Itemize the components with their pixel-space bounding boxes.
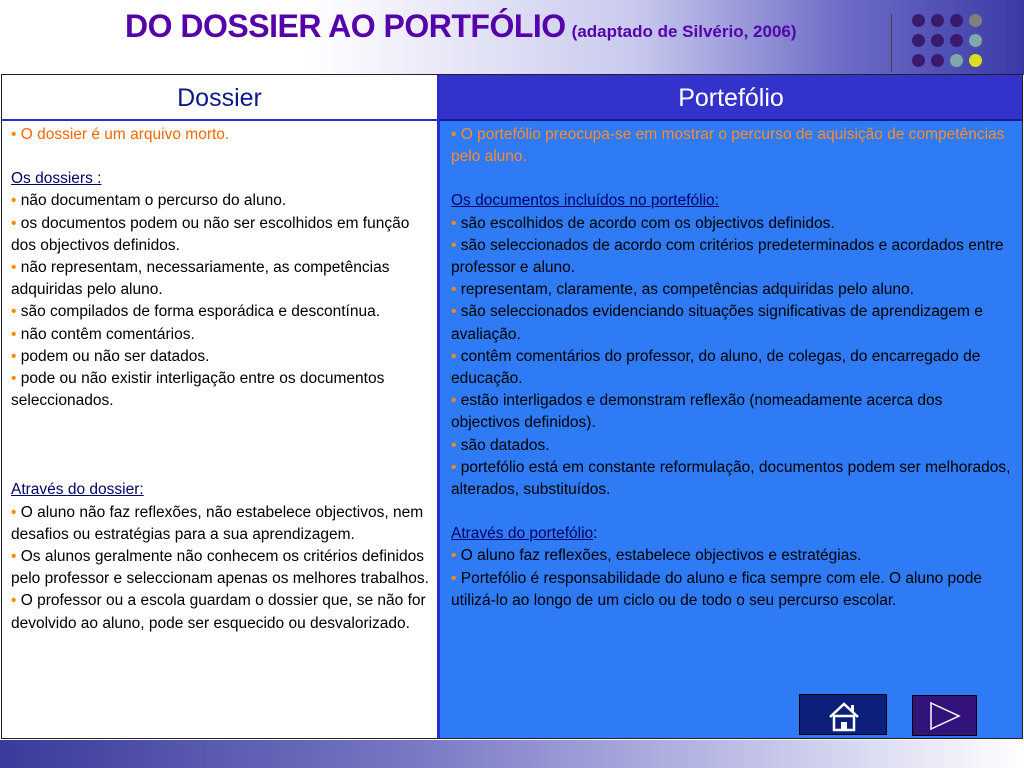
list-item (11, 590, 433, 634)
heading-colon: : (593, 525, 598, 543)
dot-icon (931, 14, 944, 27)
bullet-icon: • (11, 347, 21, 365)
title-subtitle: (adaptado de Silvério, 2006) (571, 22, 797, 41)
bullet-icon: • (451, 236, 461, 254)
dot-icon (969, 54, 982, 67)
list-item-text: os documentos podem ou não ser escolhidos em função dos objectivos definidos. (11, 214, 410, 254)
list-item (451, 301, 1013, 345)
list-item-text: Os alunos geralmente não conhecem os critérios definidos pelo professor e seleccionam apenas os melhores trabalhos. (11, 548, 429, 588)
play-next-icon (913, 696, 978, 737)
portfolio-intro (451, 124, 1013, 168)
list-item-text: O professor ou a escola guardam o dossier que, se não for devolvido ao aluno, pode ser esquecido ou desvalorizado. (11, 592, 426, 632)
portfolio-header: Portefólio (440, 75, 1022, 121)
title-main: DO DOSSIER AO PORTFÓLIO (125, 8, 566, 44)
list-item-text: não contêm comentários. (20, 325, 195, 343)
dot-icon (950, 14, 963, 27)
heading-text: Através do portefólio (451, 525, 594, 543)
bullet-icon: • (451, 126, 457, 143)
slide-title (125, 8, 797, 45)
section-heading (451, 523, 1013, 545)
footer-band (0, 740, 1024, 768)
decorative-dots (912, 14, 1008, 74)
dot-icon (931, 54, 944, 67)
bullet-icon: • (11, 592, 21, 610)
list-item-text: Portefólio é responsabilidade do aluno e fica sempre com ele. O aluno pode utilizá-lo ao longo de um ciclo ou de todo o seu percurso escolar. (451, 569, 983, 609)
dot-icon (950, 34, 963, 47)
list-item (451, 435, 1013, 457)
bullet-icon: • (11, 214, 21, 232)
list-item (11, 368, 433, 412)
bullet-icon: • (11, 370, 21, 388)
list-item (451, 213, 1013, 235)
bullet-icon: • (451, 547, 461, 565)
heading-text: Os documentos incluídos no portefólio: (451, 192, 719, 210)
list-item-text: são seleccionados evidenciando situações significativas de aprendizagem e avaliação. (451, 303, 983, 343)
dossier-intro (11, 124, 433, 146)
heading-text: Os dossiers : (11, 170, 102, 188)
list-item-text: estão interligados e demonstram reflexão (nomeadamente acerca dos objectivos definidos). (451, 392, 943, 432)
dot-icon (969, 14, 982, 27)
list-item-text: são seleccionados de acordo com critérios predeterminados e acordados entre professor e aluno. (451, 236, 1004, 277)
list-item-text: podem ou não ser datados. (20, 347, 210, 365)
list-item-text: são compilados de forma esporádica e descontínua. (20, 303, 381, 321)
header-divider (891, 14, 892, 72)
bullet-icon: • (451, 214, 461, 232)
list-item-text: não representam, necessariamente, as competências adquiridas pelo aluno. (11, 259, 390, 299)
list-item (451, 346, 1013, 390)
dossier-header: Dossier (2, 75, 437, 121)
home-icon (800, 695, 888, 736)
list-item (11, 502, 433, 546)
list-item (451, 279, 1013, 301)
bullet-icon: • (451, 569, 461, 587)
list-item (451, 545, 1013, 567)
bullet-icon: • (451, 436, 461, 454)
list-item-text: pode ou não existir interligação entre os documentos seleccionados. (11, 370, 385, 410)
bullet-icon: • (451, 303, 461, 321)
section-heading (451, 190, 1013, 212)
list-item (11, 301, 433, 323)
list-item-text: são escolhidos de acordo com os objectivos definidos. (460, 214, 835, 232)
list-item-text: O aluno não faz reflexões, não estabelece objectivos, nem desafios ou estratégias para a sua aprendizagem. (11, 503, 424, 543)
list-item-text: não documentam o percurso do aluno. (20, 192, 287, 210)
list-item (11, 213, 433, 257)
bullet-icon: • (451, 347, 461, 365)
next-button[interactable] (912, 695, 977, 736)
list-item (451, 457, 1013, 501)
dot-icon (969, 34, 982, 47)
list-item (451, 568, 1013, 612)
list-item-text: representam, claramente, as competências adquiridas pelo aluno. (460, 281, 914, 299)
list-item (11, 324, 433, 346)
list-item (451, 235, 1013, 279)
dossier-column (2, 75, 440, 738)
section-heading (11, 479, 433, 501)
heading-text: Através do dossier: (11, 481, 144, 499)
intro-text: O dossier é um arquivo morto. (20, 126, 230, 143)
bullet-icon: • (451, 281, 461, 299)
list-item-text: O aluno faz reflexões, estabelece objectivos e estratégias. (460, 547, 862, 565)
list-item-text: são datados. (460, 436, 550, 454)
section-heading (11, 168, 433, 190)
bullet-icon: • (451, 458, 461, 476)
bullet-icon: • (11, 503, 21, 521)
list-item (11, 257, 433, 301)
list-item (11, 190, 433, 212)
bullet-icon: • (11, 192, 21, 210)
dot-icon (950, 54, 963, 67)
dot-icon (912, 34, 925, 47)
dossier-content (11, 124, 433, 635)
bullet-icon: • (11, 303, 21, 321)
comparison-table (1, 74, 1023, 739)
bullet-icon: • (11, 259, 21, 277)
portfolio-content (451, 124, 1013, 612)
dot-icon (912, 14, 925, 27)
bullet-icon: • (11, 325, 21, 343)
portfolio-column (440, 75, 1022, 738)
list-item (11, 546, 433, 590)
bullet-icon: • (451, 392, 461, 410)
dot-icon (931, 34, 944, 47)
bullet-icon: • (11, 126, 17, 143)
dot-icon (912, 54, 925, 67)
bullet-icon: • (11, 548, 21, 566)
list-item (451, 390, 1013, 434)
list-item-text: contêm comentários do professor, do aluno, de colegas, do encarregado de educação. (451, 347, 981, 388)
intro-text: O portefólio preocupa-se em mostrar o percurso de aquisição de competências pelo aluno. (451, 126, 1005, 166)
home-button[interactable] (799, 694, 887, 735)
list-item (11, 346, 433, 368)
list-item-text: portefólio está em constante reformulação, documentos podem ser melhorados, alterados, substituídos. (451, 458, 1011, 499)
